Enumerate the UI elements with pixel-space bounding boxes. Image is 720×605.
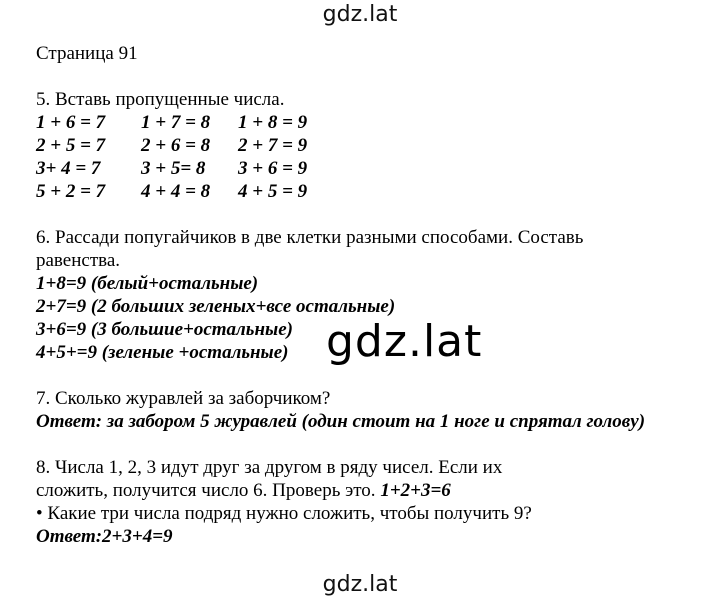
task-8-check-answer: 1+2+3=6	[380, 480, 451, 501]
task-8-line-2	[36, 479, 706, 502]
equation: 5 + 2 = 7	[36, 181, 106, 202]
task-7-answer: Ответ: за забором 5 журавлей (один стоит на 1 ноге и спрятал голову)	[36, 411, 646, 432]
task-8-check-text: сложить, получится число 6. Проверь это.	[36, 480, 376, 501]
equation-row	[36, 134, 307, 157]
task-6-title: 6. Рассади попугайчиков в две клетки разными способами. Составь	[36, 227, 584, 248]
task-5	[36, 88, 706, 203]
task-6-answer: 4+5+=9 (зеленые +остальные)	[36, 342, 289, 363]
spacer	[36, 203, 706, 226]
equation: 2 + 5 = 7	[36, 135, 106, 156]
task-6-answer: 2+7=9 (2 больших зеленых+все остальные)	[36, 296, 396, 317]
equation: 4 + 5 = 9	[238, 181, 308, 202]
equation-row	[36, 180, 307, 203]
task-6-title-cont: равенства.	[36, 250, 121, 271]
equation: 1 + 8 = 9	[238, 112, 308, 133]
equation-row	[36, 111, 307, 134]
equation: 3 + 5= 8	[141, 158, 206, 179]
equation-row	[36, 157, 307, 180]
task-5-title: 5. Вставь пропущенные числа.	[36, 89, 285, 110]
task-7	[36, 387, 706, 433]
spacer	[36, 364, 706, 387]
task-8-line-1: 8. Числа 1, 2, 3 идут друг за другом в ряду чисел. Если их	[36, 457, 503, 478]
watermark-center: gdz.lat	[326, 316, 483, 367]
equation: 4 + 4 = 8	[141, 181, 211, 202]
task-7-question: 7. Сколько журавлей за заборчиком?	[36, 388, 331, 409]
document-body	[36, 42, 706, 548]
equation: 3 + 6 = 9	[238, 158, 308, 179]
spacer	[36, 65, 706, 88]
equation: 1 + 7 = 8	[141, 112, 211, 133]
task-6-answer: 1+8=9 (белый+остальные)	[36, 273, 259, 294]
task-8-answer: Ответ:2+3+4=9	[36, 526, 173, 547]
page-title: Страница 91	[36, 43, 138, 64]
task-8	[36, 456, 706, 548]
task-6-answer: 3+6=9 (3 большие+остальные)	[36, 319, 293, 340]
equation: 2 + 7 = 9	[238, 135, 308, 156]
spacer	[36, 433, 706, 456]
equation: 1 + 6 = 7	[36, 112, 106, 133]
task-5-equations	[36, 111, 307, 203]
equation: 2 + 6 = 8	[141, 135, 211, 156]
equation: 3+ 4 = 7	[36, 158, 101, 179]
watermark-bottom: gdz.lat	[322, 572, 398, 597]
task-8-question: • Какие три числа подряд нужно сложить, чтобы получить 9?	[36, 503, 532, 524]
watermark-top: gdz.lat	[322, 2, 398, 27]
